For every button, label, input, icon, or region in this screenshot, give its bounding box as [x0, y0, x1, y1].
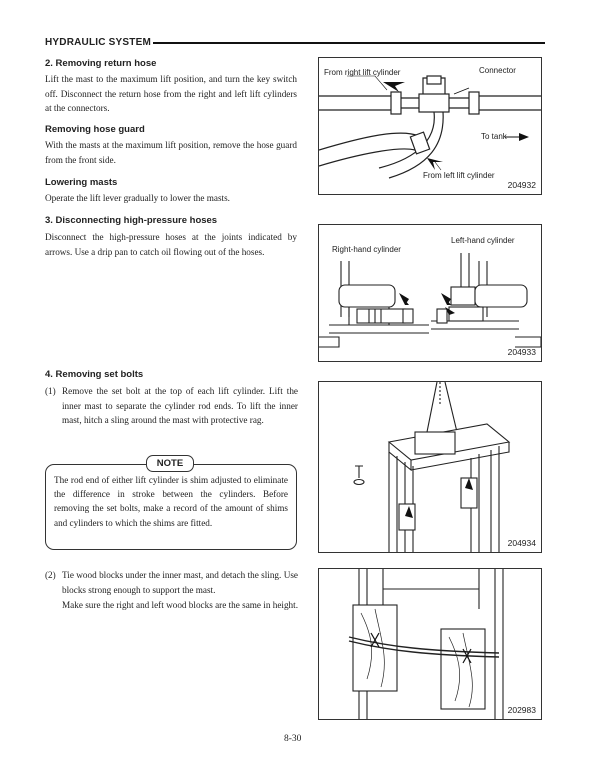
set-bolts-illustration — [319, 382, 541, 552]
step2-number: (2) — [45, 570, 56, 580]
step2-text: Tie wood blocks under the inner mast, and detach the sling. Use blocks strong enough to support the mast. — [62, 570, 298, 595]
step1-number: (1) — [45, 386, 56, 396]
figure-number: 204933 — [507, 347, 536, 357]
label-from-left-lift-cylinder: From left lift cylinder — [423, 171, 495, 180]
figure-number: 204934 — [507, 538, 536, 548]
heading-removing-return-hose: 2. Removing return hose — [45, 58, 157, 69]
para-removing-return-hose: Lift the mast to the maximum lift position, and turn the key switch off. Disconnect the return hose from the right and left lift cylinders at the connectors. — [45, 74, 297, 113]
note-title: NOTE — [146, 455, 194, 472]
label-connector: Connector — [479, 66, 516, 75]
para-disconnecting-hoses: Disconnect the high-pressure hoses at the joints indicated by arrows. Use a drip pan to catch oil flowing out of the hoses. — [45, 232, 297, 257]
wood-blocks-illustration — [319, 569, 541, 719]
step2-text-2: Make sure the right and left wood blocks are the same in height. — [62, 600, 298, 610]
heading-removing-set-bolts: 4. Removing set bolts — [45, 369, 144, 380]
para-lowering-masts: Operate the lift lever gradually to lower the masts. — [45, 193, 230, 203]
figure-high-pressure-hoses — [318, 224, 542, 362]
label-to-tank: To tank — [481, 132, 507, 141]
label-right-hand-cylinder: Right-hand cylinder — [332, 245, 401, 254]
page-number: 8-30 — [284, 734, 302, 744]
heading-lowering-masts: Lowering masts — [45, 177, 118, 188]
section-header: HYDRAULIC SYSTEM — [45, 37, 151, 48]
header-rule — [153, 42, 545, 44]
para-removing-hose-guard: With the masts at the maximum lift position, remove the hose guard from the front side. — [45, 140, 297, 165]
heading-disconnecting-hoses: 3. Disconnecting high-pressure hoses — [45, 215, 218, 226]
heading-removing-hose-guard: Removing hose guard — [45, 124, 145, 135]
label-left-hand-cylinder: Left-hand cylinder — [451, 236, 515, 245]
figure-number: 202983 — [507, 705, 536, 715]
figure-set-bolts — [318, 381, 542, 553]
figure-number: 204932 — [507, 180, 536, 190]
figure-return-hose — [318, 57, 542, 195]
figure-wood-blocks — [318, 568, 542, 720]
label-from-right-lift-cylinder: From right lift cylinder — [324, 68, 401, 77]
note-text: The rod end of either lift cylinder is shim adjusted to eliminate the difference in stroke between the cylinders. Before removing the set bolts, make a record of the amount of shims and cylinders to which the shims are fitted. — [54, 475, 288, 528]
step1-text: Remove the set bolt at the top of each lift cylinder. Lift the inner mast to separate the cylinder rod ends. To lift the inner mast, hitch a sling around the mast with protective rag. — [62, 386, 298, 425]
